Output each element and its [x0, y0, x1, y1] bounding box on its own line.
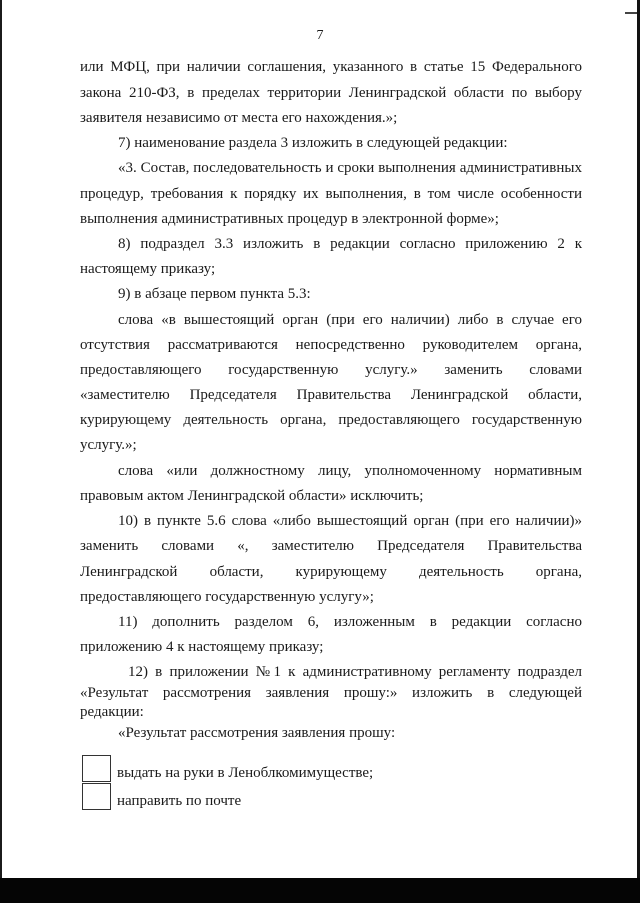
text-line: выполнения административных процедур в электронной форме»; — [80, 211, 499, 227]
text-line: 10) в пункте 5.6 слова «либо вышестоящий орган (при его наличии)» — [118, 513, 582, 529]
text-line: приложению 4 к настоящему приказу; — [80, 639, 324, 655]
text-line: Ленинградской области, курирующему деятельность органа, — [80, 564, 582, 580]
text-line: «заместителю Председателя Правительства Ленинградской области, — [80, 387, 582, 403]
option-mail-delivery-label: направить по почте — [117, 793, 242, 809]
text-line: предоставляющего государственную услугу»; — [80, 589, 374, 605]
checkbox-hand-delivery[interactable] — [82, 755, 111, 782]
text-line: 7) наименование раздела 3 изложить в следующей редакции: — [118, 135, 508, 151]
text-line: слова «в вышестоящий орган (при его наличии) либо в случае его — [118, 312, 582, 328]
scan-edge-bottom — [0, 878, 640, 903]
text-line: 9) в абзаце первом пункта 5.3: — [118, 286, 311, 302]
text-line: заменить словами «, заместителю Председателя Правительства — [80, 538, 582, 554]
scan-mark — [625, 12, 637, 14]
text-line: процедур, требования к порядку их выполнения, в том числе особенности — [80, 186, 582, 202]
text-line: правовым актом Ленинградской области» исключить; — [80, 488, 424, 504]
scan-edge-left — [0, 0, 2, 878]
quote-heading: «Результат рассмотрения заявления прошу: — [118, 725, 396, 741]
text-line: предоставляющего государственную услугу.» заменить словами — [80, 362, 582, 378]
text-line: курирующему деятельность органа, предоставляющего государственную — [80, 412, 582, 428]
option-hand-delivery-label: выдать на руки в Леноблкомимуществе; — [117, 765, 374, 781]
checkbox-group — [82, 755, 112, 811]
text-line: заявителя независимо от места его нахождения.»; — [80, 110, 398, 126]
text-line: услугу.»; — [80, 437, 137, 453]
text-line: 11) дополнить разделом 6, изложенным в редакции согласно — [118, 614, 582, 630]
text-line: отсутствия рассматриваются непосредственно руководителем органа, — [80, 337, 582, 353]
text-line: слова «или должностному лицу, уполномоченному нормативным — [118, 463, 582, 479]
checkbox-mail-delivery[interactable] — [82, 783, 111, 810]
text-line: редакции: — [80, 704, 144, 720]
text-line: или МФЦ, при наличии соглашения, указанного в статье 15 Федерального — [80, 59, 582, 75]
page-number: 7 — [316, 28, 324, 43]
text-line: 8) подраздел 3.3 изложить в редакции согласно приложению 2 к — [118, 236, 582, 252]
text-line: закона 210-ФЗ, в пределах территории Ленинградской области по выбору — [80, 85, 582, 101]
text-line: настоящему приказу; — [80, 261, 216, 277]
text-line: «3. Состав, последовательность и сроки выполнения административных — [118, 160, 582, 176]
text-line: 12) в приложении №1 к административному регламенту подраздел — [128, 664, 582, 680]
text-line: «Результат рассмотрения заявления прошу:» изложить в следующей — [80, 685, 582, 701]
